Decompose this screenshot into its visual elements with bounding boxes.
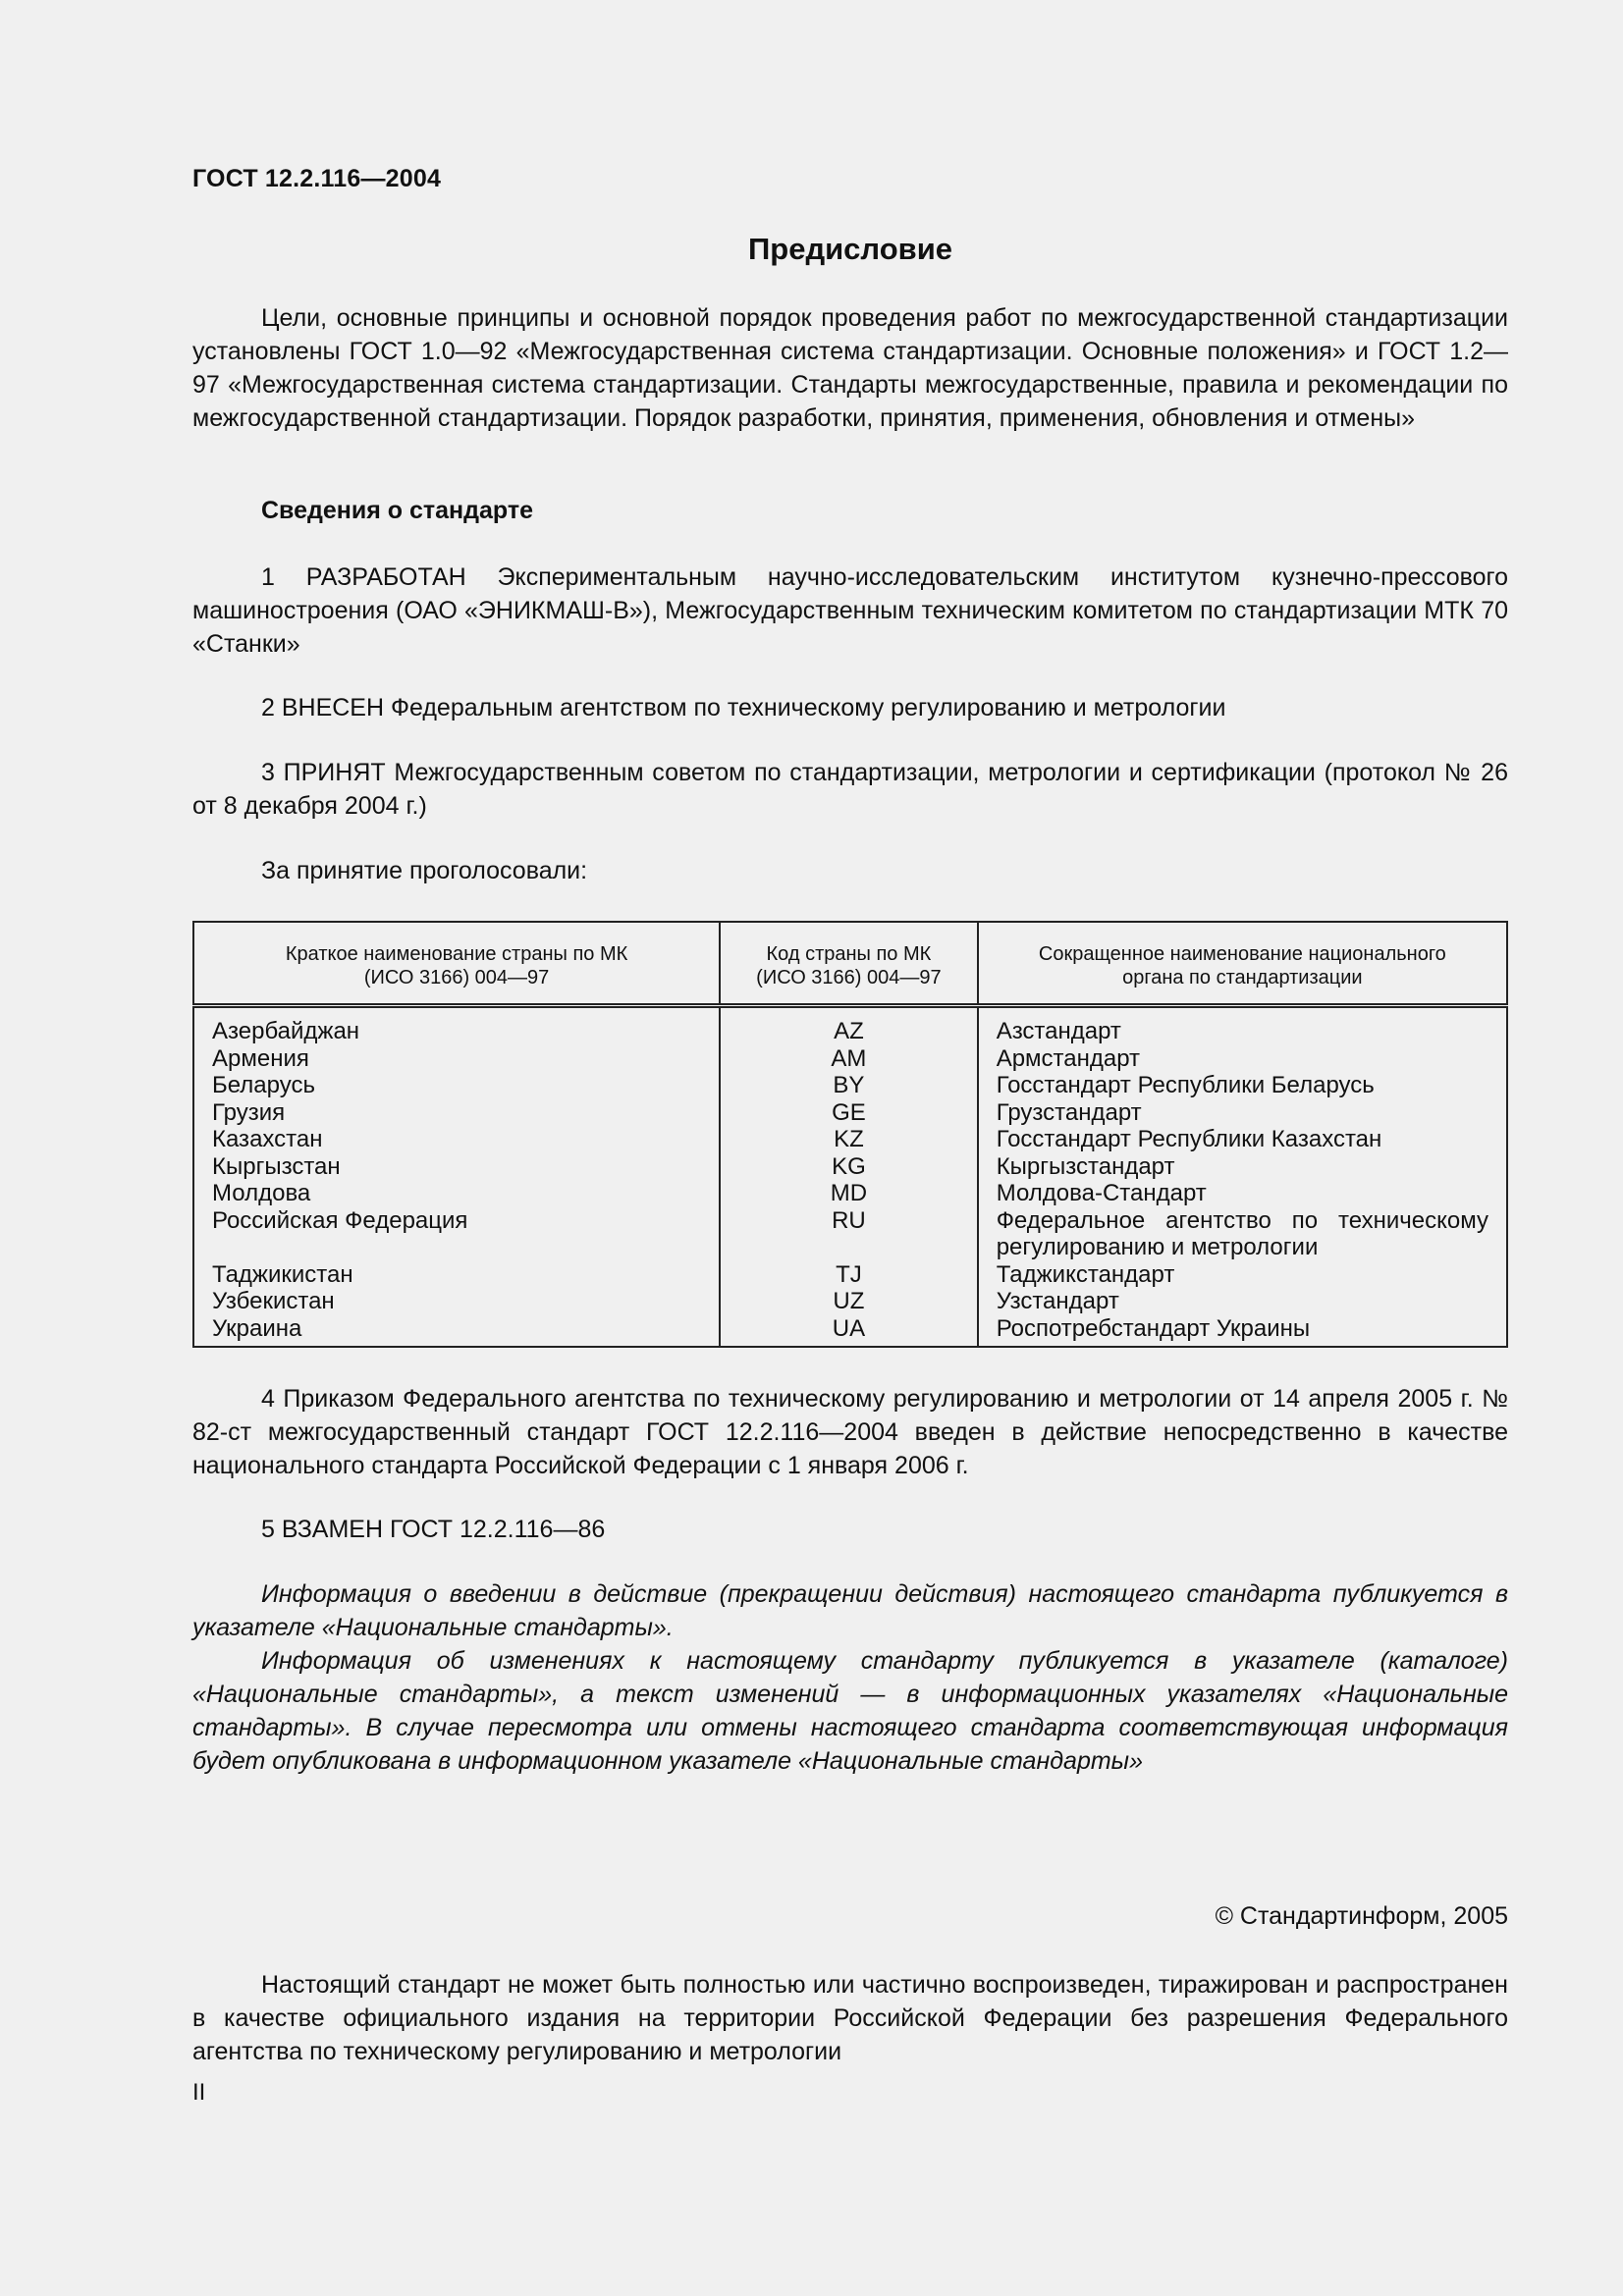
- reproduction-text: Настоящий стандарт не может быть полностью или частично воспроизведен, тиражирован и распространен в качестве официального издания на территории Российской Федерации без разрешения Федерального агентства по техническому регулированию и метрологии: [192, 1971, 1508, 2065]
- item-1-paragraph: [192, 561, 1508, 661]
- agency-cell: Роспотребстандарт Украины: [978, 1315, 1507, 1348]
- header-agency: Сокращенное наименование национального органа по стандартизации: [978, 922, 1507, 1006]
- item-2-paragraph: [192, 691, 1508, 724]
- country-cell: Украина: [212, 1314, 302, 1342]
- table-row: [193, 1045, 1507, 1073]
- copyright-line: © Стандартинформ, 2005: [1215, 1902, 1508, 1930]
- vote-intro-text: За принятие проголосовали:: [261, 857, 588, 884]
- agency-cell: Молдова-Стандарт: [978, 1180, 1507, 1207]
- table-row: [193, 1288, 1507, 1315]
- code-cell: UA: [720, 1315, 978, 1348]
- country-cell: Казахстан: [212, 1126, 323, 1152]
- intro-text: Цели, основные принципы и основной порядок проведения работ по межгосударственной стандартизации установлены ГОСТ 1.0—92 «Межгосударственная система стандартизации. Основные положения» и ГОСТ 1.2—97 «Межгосударственная система стандартизации. Стандарты межгосударственные, правила и рекомендации по межгосударственной стандартизации. Порядок разработки, принятия, применения, обновления и отмены»: [192, 304, 1508, 432]
- intro-paragraph: [192, 301, 1508, 435]
- agency-cell: Госстандарт Республики Казахстан: [978, 1126, 1507, 1153]
- agency-cell: Таджикстандарт: [978, 1261, 1507, 1289]
- table-row: [193, 1315, 1507, 1348]
- country-cell: Российская Федерация: [212, 1206, 468, 1234]
- country-cell: Узбекистан: [212, 1288, 335, 1314]
- country-cell: Азербайджан: [212, 1018, 360, 1044]
- code-cell: TJ: [720, 1261, 978, 1289]
- agency-cell: Кыргызстандарт: [978, 1153, 1507, 1181]
- agency-cell: Госстандарт Республики Беларусь: [978, 1072, 1507, 1099]
- agency-cell: Грузстандарт: [978, 1099, 1507, 1127]
- agency-cell: Федеральное агентство по техническому регулированию и метрологии: [978, 1207, 1507, 1261]
- item-4-paragraph: [192, 1382, 1508, 1482]
- country-cell: Кыргызстан: [212, 1152, 341, 1180]
- notice-paragraph-2: [192, 1644, 1508, 1778]
- table-row: [193, 1207, 1507, 1261]
- item-3-paragraph: [192, 756, 1508, 823]
- country-cell: Армения: [212, 1044, 309, 1072]
- table-row: [193, 1126, 1507, 1153]
- country-cell: Молдова: [212, 1180, 311, 1206]
- reproduction-paragraph: [192, 1968, 1508, 2068]
- table-row: [193, 1006, 1507, 1045]
- notice-text-2: Информация об изменениях к настоящему стандарту публикуется в указателе (каталоге) «Национальные стандарты», а текст изменений — в информационных указателях «Национальные стандарты». В случае пересмотра или отмены настоящего стандарта соответствующая информация будет опубликована в информационном указателе «Национальные стандарты»: [192, 1647, 1508, 1775]
- agency-cell: Узстандарт: [978, 1288, 1507, 1315]
- code-cell: MD: [720, 1180, 978, 1207]
- table-header-row: [193, 922, 1507, 1006]
- country-cell: Беларусь: [212, 1072, 315, 1098]
- item-4-text: 4 Приказом Федерального агентства по техническому регулированию и метрологии от 14 апреля 2005 г. № 82-ст межгосударственный стандарт ГОСТ 12.2.116—2004 введен в действие непосредственно в качестве национального стандарта Российской Федерации с 1 января 2006 г.: [192, 1385, 1508, 1479]
- table-row: [193, 1153, 1507, 1181]
- page-title: Предисловие: [747, 232, 952, 266]
- agency-cell: Армстандарт: [978, 1045, 1507, 1073]
- voting-countries-table: [192, 921, 1508, 1348]
- item-5-paragraph: [192, 1513, 1508, 1546]
- code-cell: BY: [720, 1072, 978, 1099]
- notice-paragraph-1: [192, 1577, 1508, 1644]
- notice-text-1: Информация о введении в действие (прекращении действия) настоящего стандарта публикуется в указателе «Национальные стандарты».: [192, 1580, 1508, 1641]
- section-subheading: Сведения о стандарте: [261, 497, 534, 524]
- item-3-text: 3 ПРИНЯТ Межгосударственным советом по стандартизации, метрологии и сертификации (протокол № 26 от 8 декабря 2004 г.): [192, 759, 1508, 820]
- country-cell: Грузия: [212, 1098, 286, 1126]
- code-cell: GE: [720, 1099, 978, 1127]
- item-5-text: 5 ВЗАМЕН ГОСТ 12.2.116—86: [261, 1516, 606, 1543]
- table-row: [193, 1099, 1507, 1127]
- header-country: Краткое наименование страны по МК (ИСО 3166) 004—97: [193, 922, 720, 1006]
- code-cell: KG: [720, 1153, 978, 1181]
- document-code: ГОСТ 12.2.116—2004: [192, 165, 442, 192]
- country-cell: Таджикистан: [212, 1260, 353, 1288]
- table-row: [193, 1072, 1507, 1099]
- code-cell: AZ: [720, 1006, 978, 1045]
- table-row: [193, 1180, 1507, 1207]
- item-2-text: 2 ВНЕСЕН Федеральным агентством по техническому регулированию и метрологии: [261, 694, 1226, 721]
- item-1-text: 1 РАЗРАБОТАН Экспериментальным научно-исследовательским институтом кузнечно-прессового машиностроения (ОАО «ЭНИКМАШ-В»), Межгосударственным техническим комитетом по стандартизации МТК 70 «Станки»: [192, 563, 1508, 658]
- vote-intro-paragraph: [192, 854, 1508, 887]
- page-number: II: [192, 2079, 206, 2106]
- code-cell: AM: [720, 1045, 978, 1073]
- agency-cell: Азстандарт: [978, 1006, 1507, 1045]
- code-cell: RU: [720, 1207, 978, 1261]
- table-row: [193, 1261, 1507, 1289]
- code-cell: KZ: [720, 1126, 978, 1153]
- header-code: Код страны по МК (ИСО 3166) 004—97: [720, 922, 978, 1006]
- code-cell: UZ: [720, 1288, 978, 1315]
